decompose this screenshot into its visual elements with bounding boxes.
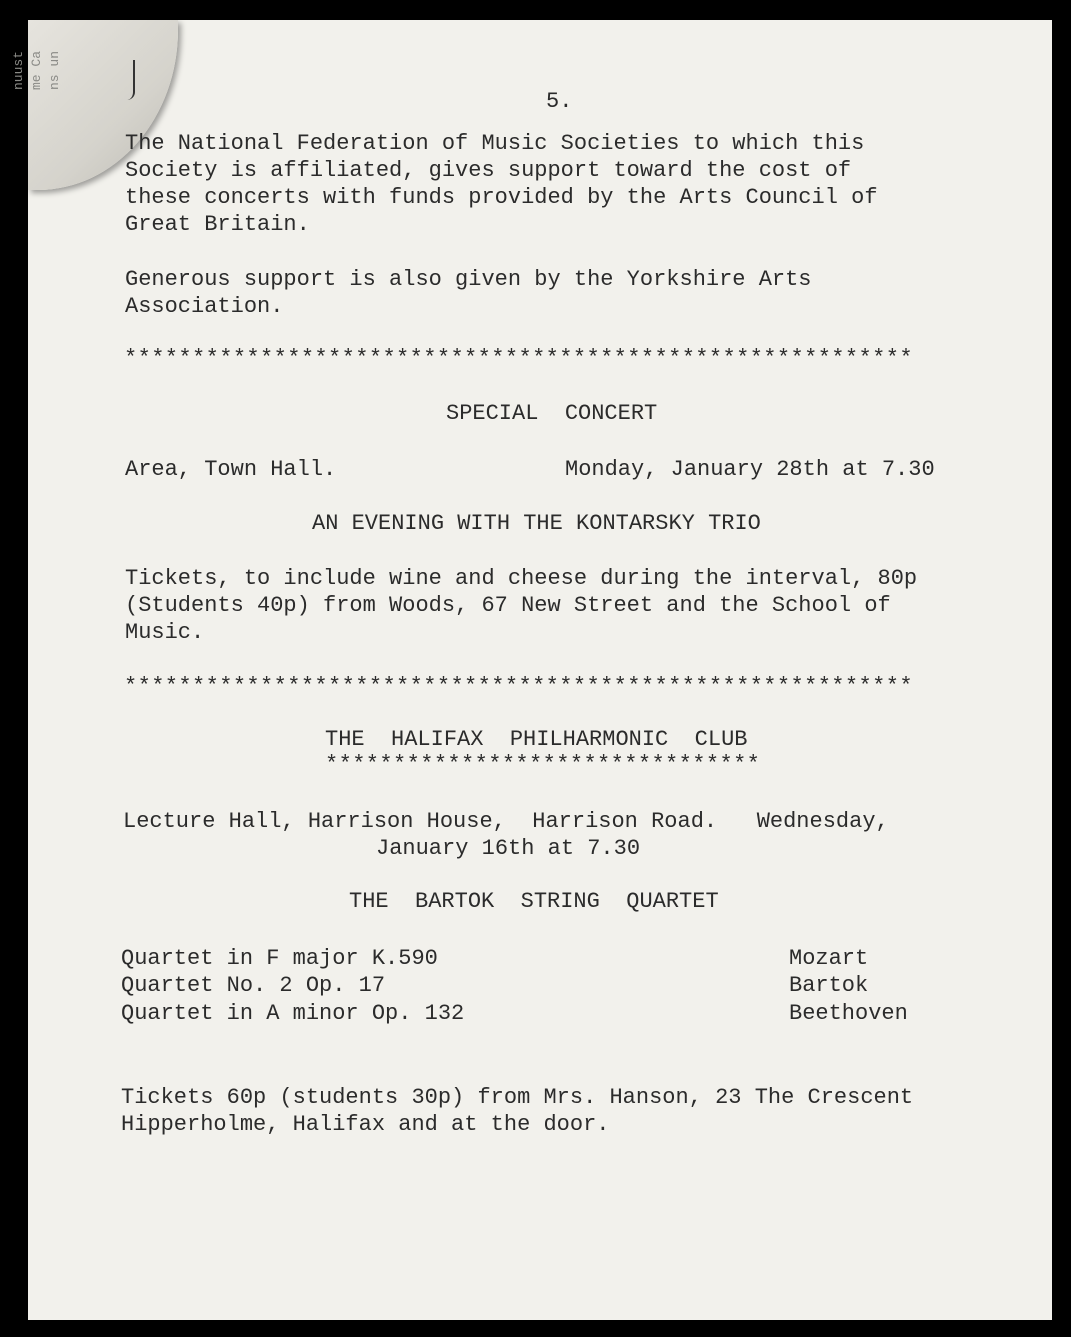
programme-composer: Bartok [789,973,869,998]
special-concert-subtitle: AN EVENING WITH THE KONTARSKY TRIO [312,511,761,536]
programme-work: Quartet in F major K.590 [121,946,438,971]
intro-line: The National Federation of Music Societies to which this [125,131,865,156]
divider: ********************************************************** [124,346,913,371]
special-concert-tickets-line: Music. [125,620,205,645]
special-concert-venue: Area, Town Hall. [125,457,337,482]
programme-composer: Beethoven [789,1001,908,1026]
folded-corner-text: nuust me Ca ns un [11,50,62,90]
philharmonic-title-underline: ******************************** [325,752,761,777]
page-number: 5. [546,89,573,114]
philharmonic-date: January 16th at 7.30 [376,836,641,861]
divider: ********************************************************** [124,674,913,699]
programme-work: Quartet No. 2 Op. 17 [121,973,386,998]
programme-composer: Mozart [789,946,869,971]
special-concert-date: Monday, January 28th at 7.30 [565,457,935,482]
support-line: Generous support is also given by the Yorkshire Arts [125,267,812,292]
philharmonic-venue: Lecture Hall, Harrison House, Harrison Road. Wednesday, [123,809,889,834]
intro-line: Society is affiliated, gives support toward the cost of [125,158,852,183]
philharmonic-title: THE HALIFAX PHILHARMONIC CLUB [325,727,748,752]
special-concert-title: SPECIAL CONCERT [446,401,658,426]
programme-work: Quartet in A minor Op. 132 [121,1001,465,1026]
special-concert-tickets-line: (Students 40p) from Woods, 67 New Street and the School of [125,593,891,618]
document-page [11,20,1052,1320]
special-concert-tickets-line: Tickets, to include wine and cheese during the interval, 80p [125,566,918,591]
philharmonic-performer: THE BARTOK STRING QUARTET [349,889,719,914]
support-line: Association. [125,294,284,319]
philharmonic-tickets-line: Hipperholme, Halifax and at the door. [121,1112,610,1137]
intro-line: Great Britain. [125,212,310,237]
intro-line: these concerts with funds provided by the Arts Council of [125,185,878,210]
philharmonic-tickets-line: Tickets 60p (students 30p) from Mrs. Hanson, 23 The Crescent [121,1085,914,1110]
staple-mark [123,60,135,100]
